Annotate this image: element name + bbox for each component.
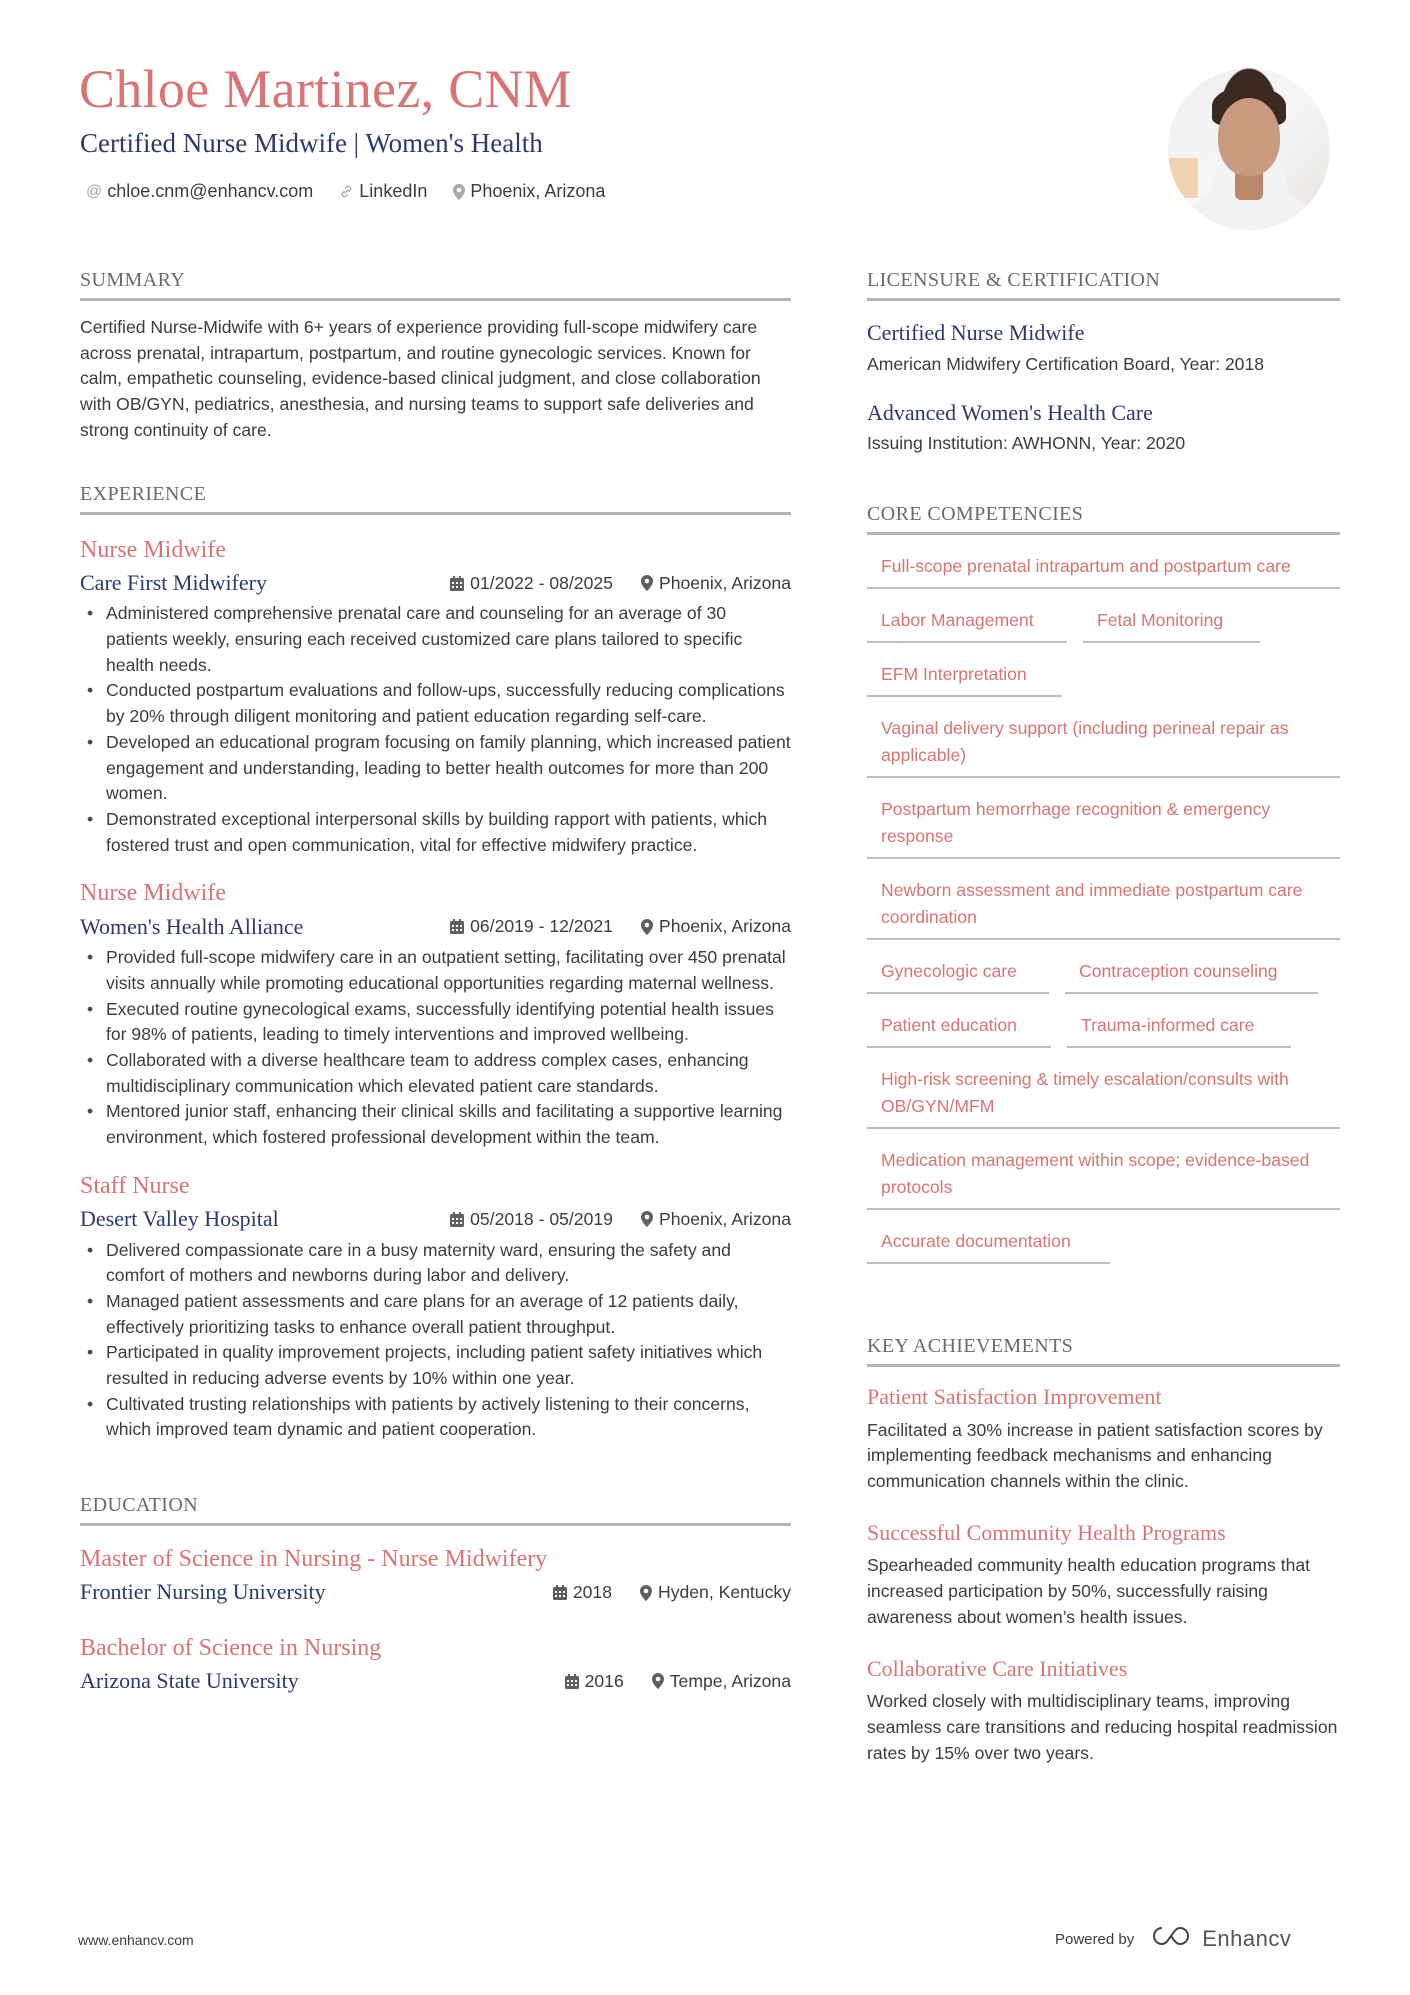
achievements-section: [867, 1334, 1340, 1766]
bullet: • Collaborated with a diverse healthcare team to address complex cases, enhancing multidisciplinary communication which elevated patient care standards.: [80, 1048, 791, 1099]
competency-tag: Patient education: [867, 1006, 1051, 1048]
experience-item: [80, 535, 791, 859]
summary-section: [80, 268, 791, 444]
bullet: • Cultivated trusting relationships with patients by actively listening to their concerns, which improved team dynamic and patient cooperation.: [80, 1392, 791, 1443]
job-location: Phoenix, Arizona: [658, 1208, 791, 1229]
contact-location-text: Phoenix, Arizona: [470, 181, 606, 201]
school-location: Hyden, Kentucky: [657, 1582, 791, 1603]
school-name: Frontier Nursing University: [80, 1579, 326, 1605]
job-title: Nurse Midwife: [80, 880, 226, 907]
education-item: [80, 1544, 791, 1607]
experience-section: [80, 482, 791, 1444]
competency-list: [867, 547, 1340, 1276]
right-column: [867, 268, 1340, 1766]
company-name: Desert Valley Hospital: [80, 1205, 279, 1231]
candidate-title: Certified Nurse Midwife | Women's Health: [80, 128, 543, 158]
bullet: • Delivered compassionate care in a busy maternity ward, ensuring the safety and comfort of mothers and newborns during labor and delivery.: [80, 1238, 791, 1289]
location-pin-icon: [453, 184, 465, 200]
bullet: • Participated in quality improvement projects, including patient safety initiatives which resulted in reducing adverse events by 10% within one year.: [80, 1340, 791, 1391]
competency-tag: EFM Interpretation: [867, 655, 1062, 697]
certification-item: [867, 399, 1340, 455]
contact-linkedin[interactable]: [339, 181, 427, 202]
degree-title: Bachelor of Science in Nursing: [80, 1634, 382, 1661]
job-title: Staff Nurse: [80, 1172, 190, 1199]
company-name: Women's Health Alliance: [80, 913, 304, 939]
competency-tag: Full-scope prenatal intrapartum and postpartum care: [867, 547, 1340, 589]
at-icon: @: [86, 182, 103, 200]
achievement-item: [867, 1383, 1340, 1495]
candidate-name: Chloe Martinez, CNM: [79, 59, 573, 119]
contact-row: [86, 181, 605, 202]
calendar-icon: [450, 919, 464, 934]
contact-email-text: chloe.cnm@enhancv.com: [107, 181, 314, 201]
enhancv-logo-icon: [1148, 1924, 1194, 1954]
bullet: • Mentored junior staff, enhancing their clinical skills and facilitating a supportive learning environment, which fostered professional development within the team.: [80, 1099, 791, 1150]
certification-item: [867, 319, 1340, 375]
contact-location: [453, 181, 605, 202]
school-location: Tempe, Arizona: [669, 1670, 791, 1691]
achievement-text: Spearheaded community health education programs that increased participation by 50%, successfully raising awareness about women’s health issues.: [867, 1555, 1311, 1627]
powered-by-text: Powered by: [1055, 1930, 1135, 1948]
achievement-text: Facilitated a 30% increase in patient satisfaction scores by implementing feedback mechanisms and enhancing communication channels within the clinic.: [867, 1419, 1323, 1492]
job-bullets: [80, 1238, 791, 1444]
contact-linkedin-text: LinkedIn: [359, 181, 428, 201]
experience-item: [80, 878, 791, 1150]
achievement-title: Successful Community Health Programs: [867, 1519, 1226, 1545]
company-name: Care First Midwifery: [80, 569, 267, 595]
location-pin-icon: [641, 919, 653, 935]
section-heading-licensure: LICENSURE & CERTIFICATION: [867, 268, 1340, 301]
calendar-icon: [565, 1674, 579, 1689]
job-bullets: [80, 945, 791, 1151]
left-column: [80, 268, 791, 1696]
calendar-icon: [450, 576, 464, 591]
school-name: Arizona State University: [80, 1668, 299, 1694]
profile-photo: [1168, 68, 1330, 230]
location-pin-icon: [640, 1585, 652, 1601]
bullet: • Demonstrated exceptional interpersonal skills by building rapport with patients, which fostered trust and open communication, vital for effective midwifery practice.: [80, 807, 791, 858]
job-dates: 01/2022 - 08/2025: [470, 572, 613, 593]
bullet: • Managed patient assessments and care plans for an average of 12 patients daily, effectively prioritizing tasks to enhance overall patient throughput.: [80, 1289, 791, 1340]
location-pin-icon: [652, 1673, 664, 1689]
footer-branding: [1055, 1924, 1291, 1954]
job-bullets: [80, 601, 791, 858]
job-location: Phoenix, Arizona: [658, 916, 791, 937]
certification-title: Certified Nurse Midwife: [867, 320, 1085, 345]
job-location: Phoenix, Arizona: [658, 572, 791, 593]
education-section: [80, 1493, 791, 1696]
location-pin-icon: [641, 1211, 653, 1227]
location-pin-icon: [641, 575, 653, 591]
link-icon: [339, 184, 354, 199]
achievement-item: [867, 1655, 1340, 1767]
certification-title: Advanced Women's Health Care: [867, 399, 1153, 425]
job-dates: 05/2018 - 05/2019: [470, 1208, 613, 1229]
contact-email[interactable]: [86, 181, 313, 202]
graduation-year: 2016: [584, 1670, 624, 1691]
competency-tag: Newborn assessment and immediate postpartum care coordination: [867, 871, 1340, 940]
competency-tag: High-risk screening & timely escalation/consults with OB/GYN/MFM: [867, 1060, 1340, 1129]
competency-tag: Vaginal delivery support (including perineal repair as applicable): [867, 709, 1340, 778]
section-heading-achievements: KEY ACHIEVEMENTS: [867, 1334, 1340, 1367]
competency-tag: Contraception counseling: [1065, 952, 1318, 994]
competency-tag: Medication management within scope; evidence-based protocols: [867, 1141, 1340, 1210]
section-heading-summary: SUMMARY: [80, 268, 791, 301]
calendar-icon: [450, 1212, 464, 1227]
bullet: • Executed routine gynecological exams, successfully identifying potential health issues for 98% of patients, leading to timely interventions and improved wellbeing.: [80, 997, 791, 1048]
competency-tag: Trauma-informed care: [1067, 1006, 1291, 1048]
experience-item: [80, 1171, 791, 1443]
calendar-icon: [553, 1585, 567, 1600]
competency-tag: Accurate documentation: [867, 1222, 1110, 1264]
bullet: • Administered comprehensive prenatal care and counseling for an average of 30 patients weekly, ensuring each received customized care plans tailored to specific health needs.: [80, 601, 791, 678]
competencies-section: [867, 502, 1340, 1276]
achievement-item: [867, 1519, 1340, 1631]
section-heading-education: EDUCATION: [80, 1493, 791, 1526]
section-heading-experience: EXPERIENCE: [80, 482, 791, 515]
job-title: Nurse Midwife: [80, 536, 226, 563]
footer-website-link[interactable]: www.enhancv.com: [78, 1932, 194, 1948]
education-item: [80, 1633, 791, 1696]
degree-title: Master of Science in Nursing - Nurse Midwifery: [80, 1546, 548, 1573]
achievement-text: Worked closely with multidisciplinary teams, improving seamless care transitions and reducing hospital readmission rates by 15% over two years.: [867, 1691, 1338, 1763]
competency-tag: Labor Management: [867, 601, 1067, 643]
competency-tag: Fetal Monitoring: [1083, 601, 1260, 643]
competency-tag: Gynecologic care: [867, 952, 1049, 994]
bullet: • Conducted postpartum evaluations and follow-ups, successfully reducing complications by 20% through diligent monitoring and patient education regarding self-care.: [80, 678, 791, 729]
bullet: • Developed an educational program focusing on family planning, which increased patient engagement and understanding, leading to better health outcomes for more than 200 women.: [80, 730, 791, 807]
graduation-year: 2018: [572, 1582, 612, 1603]
job-dates: 06/2019 - 12/2021: [470, 916, 613, 937]
section-heading-competencies: CORE COMPETENCIES: [867, 502, 1340, 535]
licensure-section: [867, 268, 1340, 454]
competency-tag: Postpartum hemorrhage recognition & emergency response: [867, 790, 1340, 859]
bullet: • Provided full-scope midwifery care in an outpatient setting, facilitating over 450 prenatal visits annually while promoting educational opportunities regarding maternal wellness.: [80, 945, 791, 996]
achievement-title: Patient Satisfaction Improvement: [867, 1384, 1162, 1410]
enhancv-logo-text: Enhancv: [1202, 1926, 1292, 1951]
enhancv-logo[interactable]: [1148, 1924, 1291, 1954]
certification-detail: Issuing Institution: AWHONN, Year: 2020: [867, 433, 1186, 454]
certification-detail: American Midwifery Certification Board, Year: 2018: [867, 353, 1265, 374]
achievement-title: Collaborative Care Initiatives: [867, 1655, 1128, 1681]
summary-text: Certified Nurse-Midwife with 6+ years of experience providing full-scope midwifery care across prenatal, intrapartum, postpartum, and routine gynecologic services. Known for calm, empathetic counseling, evidence-based clinical judgment, and close collaboration with OB/GYN, pediatrics, anesthesia, and nursing teams to support safe deliveries and strong continuity of care.: [80, 317, 761, 440]
